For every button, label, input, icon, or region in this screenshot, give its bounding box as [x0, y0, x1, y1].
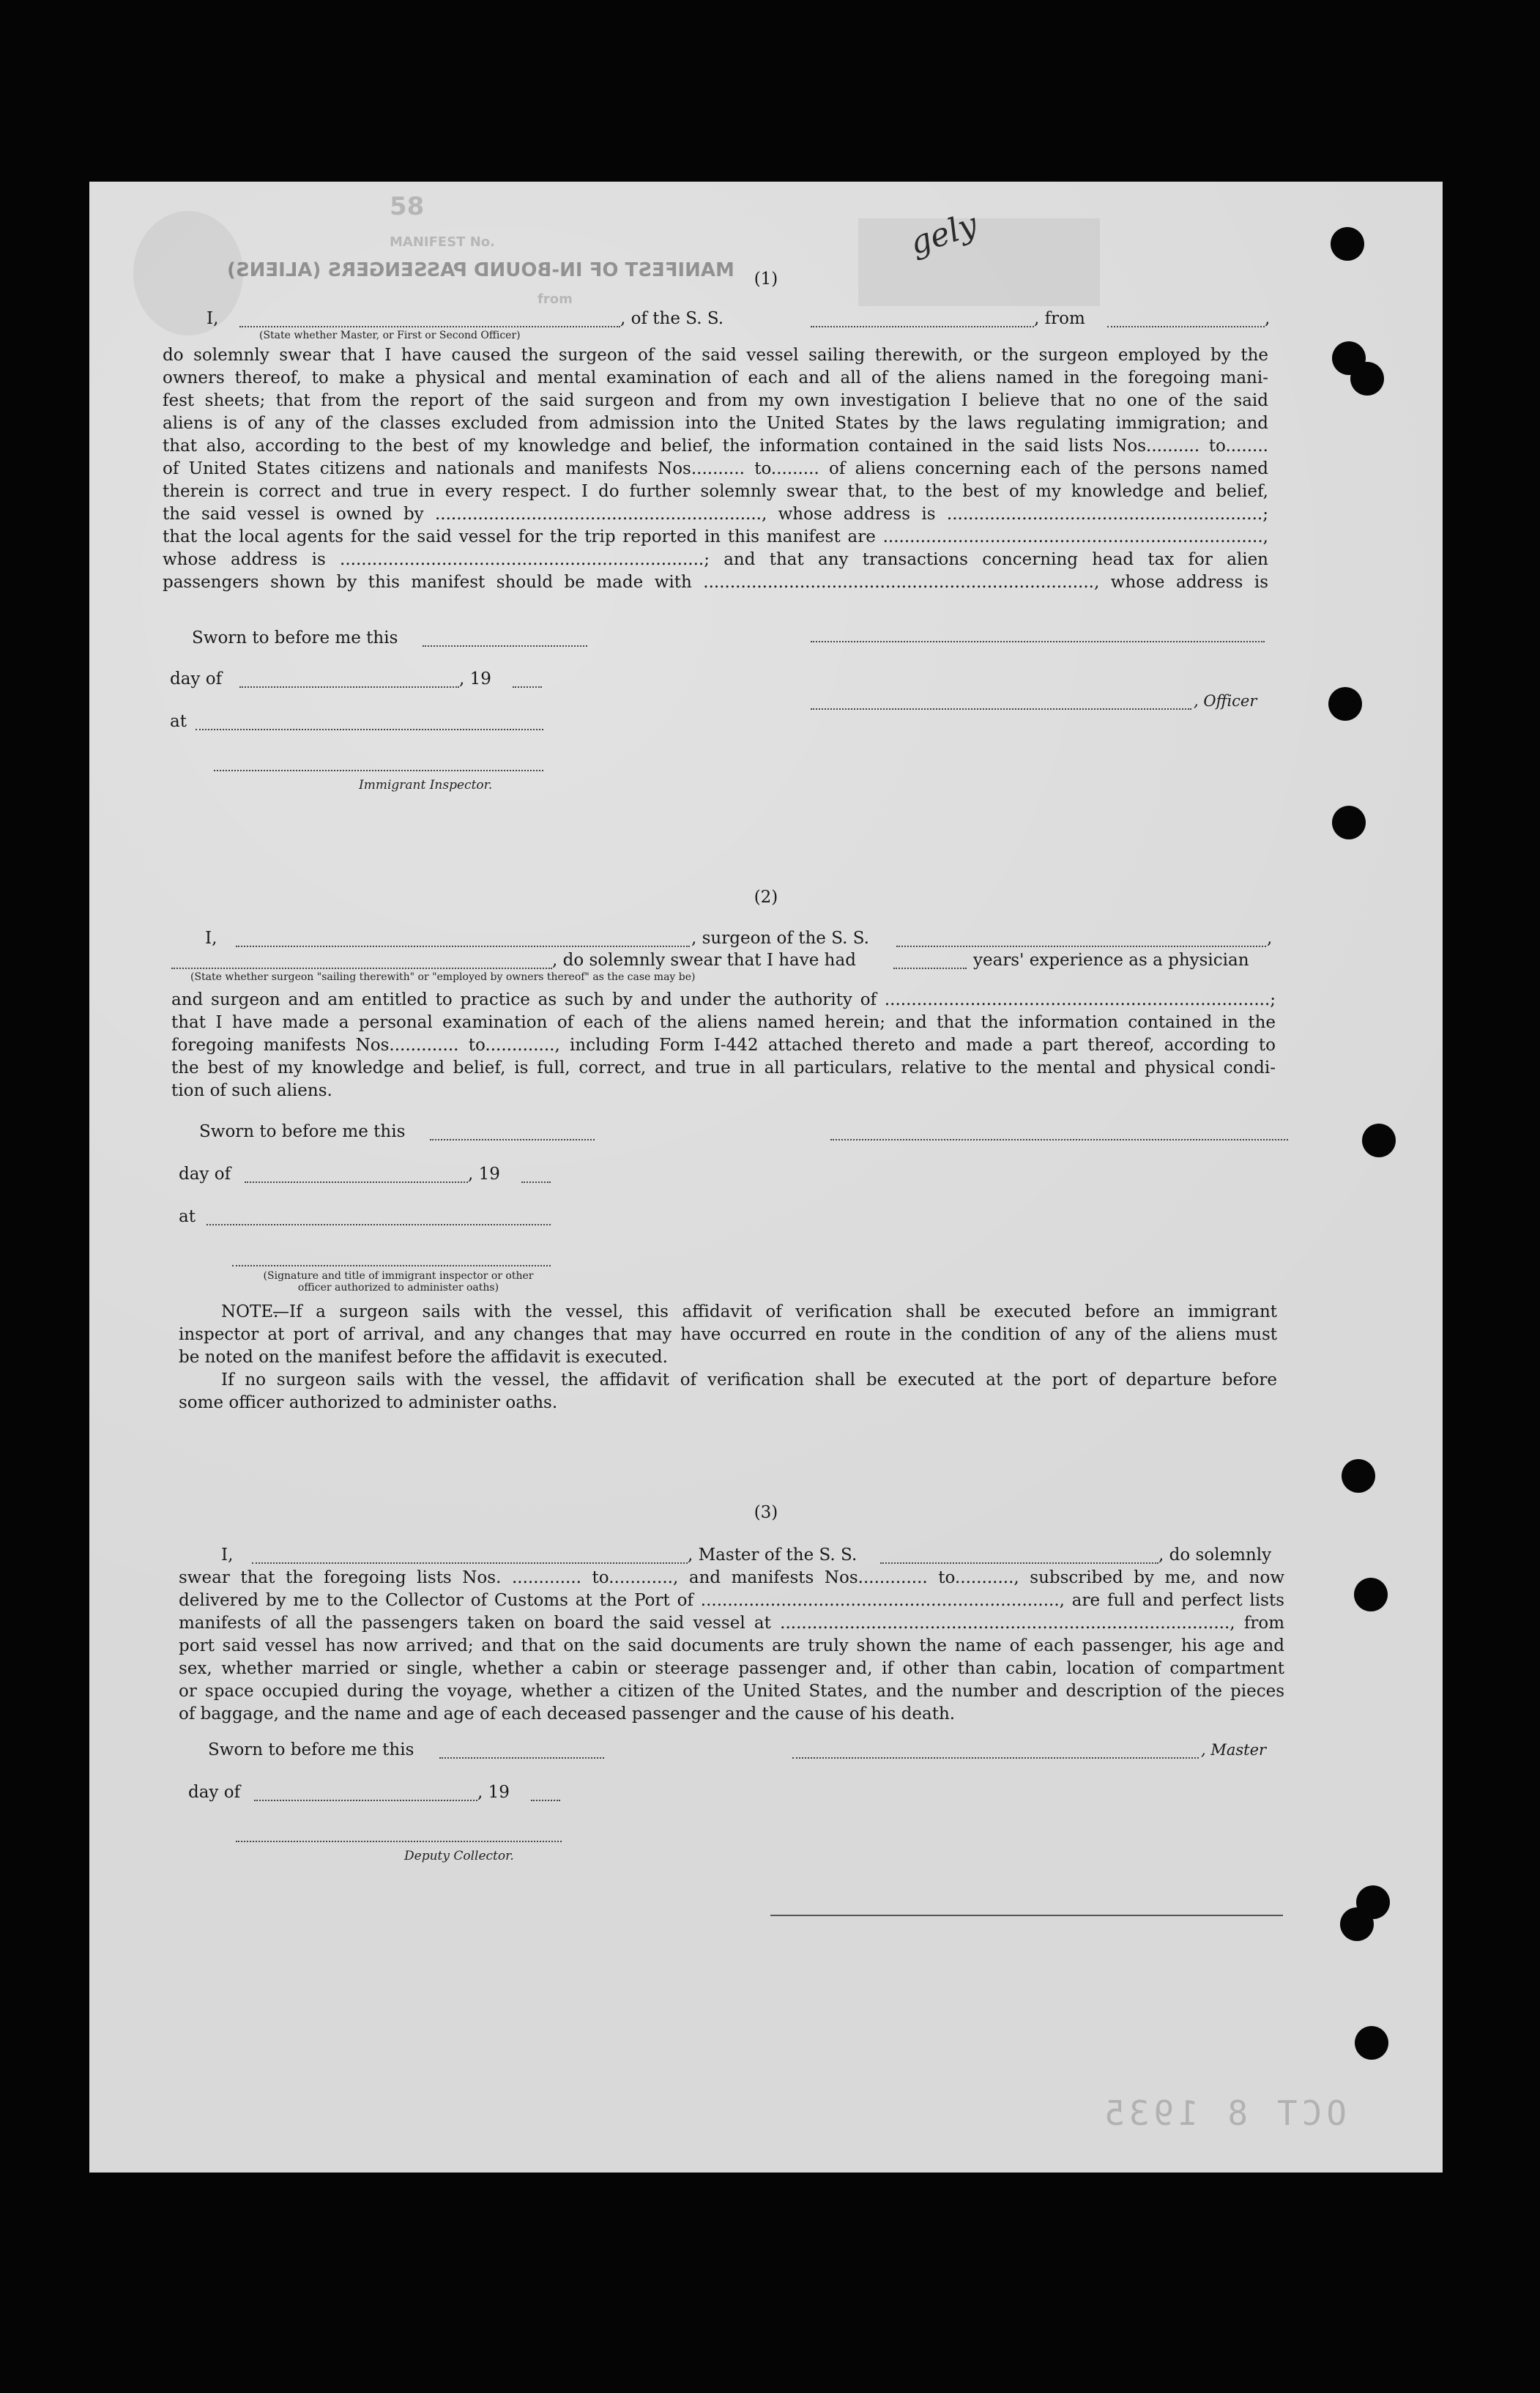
s1-at-blank: [196, 728, 543, 730]
s2-note-line: inspector at port of arrival, and any changes that may have occurred en route in the condition of any of the aliens must: [179, 1325, 1277, 1344]
s1-para-line: owners thereof, to make a physical and mental examination of each and all of the aliens named in the foregoing mani-: [163, 368, 1268, 387]
s1-officer-blank: [239, 325, 620, 327]
punch-hole: [1355, 2026, 1388, 2060]
s3-collector-sig-line: [236, 1840, 562, 1842]
s1-line1-i: I,: [207, 309, 219, 328]
s1-para-line: that the local agents for the said vessel for the trip reported in this manifest are .......................................................................,: [163, 527, 1268, 546]
s3-year-label: , 19: [477, 1783, 510, 1802]
s2-para-line: the best of my knowledge and belief, is full, correct, and true in all particulars, relative to the mental and physical condi-: [171, 1058, 1276, 1077]
s3-para-line: manifests of all the passengers taken on board the said vessel at ...................................................................................., from: [179, 1614, 1284, 1633]
ghost-manifest-number: 58: [390, 192, 425, 221]
s3-day-blank: [254, 1799, 477, 1801]
s3-line1-ss: , Master of the S. S.: [688, 1546, 858, 1565]
s2-note-line: some officer authorized to administer oaths.: [179, 1393, 558, 1412]
punch-hole: [1331, 227, 1364, 261]
s2-line1-i: I,: [205, 929, 217, 948]
s2-line1-ss: , surgeon of the S. S.: [691, 929, 869, 948]
s2-years-blank: [893, 967, 967, 969]
s2-at-label: at: [179, 1207, 196, 1226]
s1-sworn-label: Sworn to before me this: [192, 628, 398, 648]
s1-officer-note: (State whether Master, or First or Second Officer): [259, 330, 521, 341]
ghost-manifest-label: MANIFEST No.: [390, 234, 495, 250]
s1-at-label: at: [170, 712, 187, 731]
s1-para-line: of United States citizens and nationals and manifests Nos.......... to......... of aliens concerning each of the persons named: [163, 459, 1268, 478]
s1-para-line: fest sheets; that from the report of the said surgeon and from my own investigation I believe that no one of the said: [163, 391, 1268, 410]
s2-status-blank: [171, 967, 552, 969]
punch-hole: [1350, 362, 1384, 396]
punch-hole: [1342, 1459, 1375, 1493]
s2-at-blank: [207, 1223, 551, 1225]
s1-line1-ss: , of the S. S.: [620, 309, 724, 328]
s2-para-line: tion of such aliens.: [171, 1081, 332, 1100]
s2-note-line: be noted on the manifest before the affidavit is executed.: [179, 1348, 668, 1367]
s2-sworn-label: Sworn to before me this: [199, 1122, 406, 1141]
s1-line1-comma: ,: [1265, 309, 1271, 328]
s2-note-label: NOTE.: [221, 1302, 279, 1321]
punch-hole: [1362, 1124, 1396, 1157]
s3-para-line: or space occupied during the voyage, whether a citizen of the United States, and the number and description of the pieces: [179, 1682, 1284, 1701]
s2-inspector-sig-line: [232, 1264, 551, 1266]
s2-para-line: that I have made a personal examination of each of the aliens named herein; and that the information contained in the: [171, 1013, 1276, 1032]
s3-para-line: delivered by me to the Collector of Customs at the Port of ..................................................................., are full and perfect lists: [179, 1591, 1284, 1610]
s2-sig-note: (Signature and title of immigrant inspector or other officer authorized to administer oaths): [263, 1270, 534, 1294]
s1-para-line: whose address is ....................................................................; and that any transactions concerning head tax for alien: [163, 550, 1268, 569]
s1-ship-blank: [811, 325, 1034, 327]
s2-para-line: and surgeon and am entitled to practice as such by and under the authority of ........................................................................;: [171, 990, 1276, 1009]
s1-officer-label: , Officer: [1194, 692, 1257, 710]
s2-note-line: —If a surgeon sails with the vessel, this affidavit of verification shall be executed before an immigrant: [272, 1302, 1277, 1321]
s1-para-line: passengers shown by this manifest should be made with ........................................................................., whose address is: [163, 573, 1268, 592]
s3-para-line: port said vessel has now arrived; and that on the said documents are truly shown the name of each passenger, his age and: [179, 1636, 1284, 1655]
s1-para-line: do solemnly swear that I have caused the surgeon of the said vessel sailing therewith, or the surgeon employed by the: [163, 346, 1268, 365]
manifest-page: [89, 182, 1443, 2173]
s1-day-label: day of: [170, 669, 223, 689]
punch-hole: [1354, 1578, 1388, 1611]
s1-from-blank: [1107, 325, 1265, 327]
s3-master-sig-line: [792, 1756, 1199, 1759]
s2-para-line: foregoing manifests Nos............. to............., including Form I-442 attached thereto and made a part thereof, according to: [171, 1036, 1276, 1055]
s1-para-line: therein is correct and true in every respect. I do further solemnly swear that, to the best of my knowledge and belief,: [163, 482, 1268, 501]
s2-sworn-blank: [430, 1138, 595, 1140]
s3-sworn-blank: [439, 1756, 604, 1759]
s2-paragraph: [171, 989, 1276, 1102]
s1-year-label: , 19: [459, 669, 491, 689]
s3-line1-swear: , do solemnly: [1158, 1546, 1272, 1565]
s2-line2-physician: years' experience as a physician: [973, 951, 1249, 970]
s2-note-line: If no surgeon sails with the vessel, the affidavit of verification shall be executed at the port of departure before: [221, 1370, 1277, 1390]
s3-ship-blank: [880, 1562, 1158, 1564]
section-3-number: (3): [754, 1503, 778, 1522]
s1-sworn-blank: [423, 645, 587, 647]
s1-para-line: aliens is of any of the classes excluded from admission into the United States by the laws regulating immigration; and: [163, 414, 1268, 433]
ghost-title: MANIFEST OF IN-BOUND PASSENGERS (ALIENS): [227, 259, 734, 281]
s1-inspector-label: Immigrant Inspector.: [359, 778, 493, 793]
s3-para-line: of baggage, and the name and age of each deceased passenger and the cause of his death.: [179, 1704, 956, 1724]
section-2-number: (2): [754, 888, 778, 907]
s2-status-note: (State whether surgeon "sailing therewith" or "employed by owners thereof" as the case may be): [190, 971, 696, 983]
s1-para-line: that also, according to the best of my knowledge and belief, the information contained in the said lists Nos.......... to........: [163, 437, 1268, 456]
page-end-rule: [770, 1915, 1283, 1916]
s3-collector-label: Deputy Collector.: [404, 1849, 514, 1863]
date-stamp: OCT 8 1935: [1100, 2093, 1347, 2133]
punch-hole: [1328, 687, 1362, 721]
s2-year-blank: [521, 1181, 551, 1183]
s3-year-blank: [531, 1799, 560, 1801]
ghost-stamp-area: [858, 218, 1100, 306]
s2-day-blank: [245, 1181, 468, 1183]
s2-year-label: , 19: [468, 1165, 500, 1184]
s1-officer-sig-line-1: [811, 640, 1265, 642]
s3-master-blank: [252, 1562, 688, 1564]
s1-year-blank: [513, 686, 542, 688]
s2-surgeon-blank: [236, 945, 690, 947]
s1-paragraph: [163, 344, 1268, 594]
section-1-number: (1): [754, 270, 778, 289]
s2-line2-swear: , do solemnly swear that I have had: [552, 951, 856, 970]
punch-hole: [1332, 806, 1366, 839]
s3-paragraph: [179, 1567, 1284, 1726]
s3-master-label: , Master: [1201, 1741, 1267, 1759]
s3-sworn-label: Sworn to before me this: [208, 1740, 414, 1759]
s2-day-label: day of: [179, 1165, 231, 1184]
s2-ship-blank: [896, 945, 1266, 947]
punch-hole: [1340, 1907, 1374, 1941]
s3-day-label: day of: [188, 1783, 241, 1802]
s1-para-line: the said vessel is owned by ............................................................., whose address is ...........................................................;: [163, 505, 1268, 524]
s2-line1-comma: ,: [1267, 929, 1273, 948]
s3-line1-i: I,: [221, 1546, 234, 1565]
s1-day-blank: [239, 686, 459, 688]
ghost-from: from: [537, 292, 573, 307]
s1-line1-from: , from: [1034, 309, 1085, 328]
s2-surgeon-sig-line: [830, 1138, 1288, 1140]
handwritten-mark: gely: [905, 205, 982, 263]
s1-officer-sig-line-2: [811, 708, 1191, 710]
s1-inspector-sig-line: [214, 769, 543, 771]
s3-para-line: sex, whether married or single, whether a cabin or steerage passenger and, if other than cabin, location of compartment: [179, 1659, 1284, 1678]
s3-para-line: swear that the foregoing lists Nos. ............. to............, and manifests Nos............. to..........., subscribed by me, and now: [179, 1568, 1284, 1587]
